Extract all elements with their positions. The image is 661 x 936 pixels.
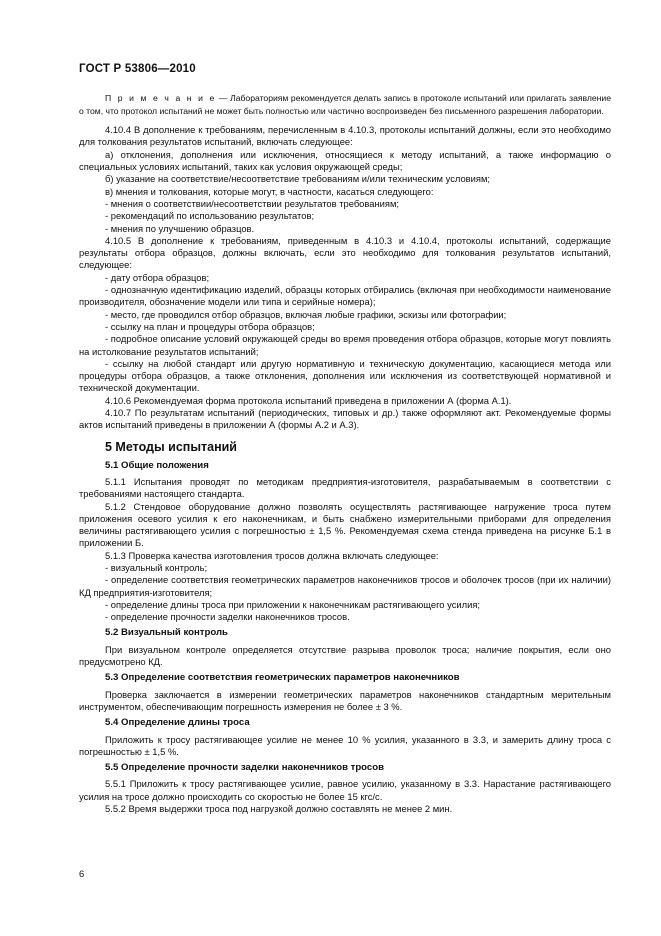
clause-4-10-4-a: а) отклонения, дополнения или исключения, относящиеся к методу испытаний, а также информацию о специальных условиях испытаний, таких как условия окружающей среды; — [79, 148, 611, 173]
note-paragraph — [79, 92, 611, 117]
clause-4-10-4: 4.10.4 В дополнение к требованиям, перечисленным в 4.10.3, протоколы испытаний должны, если это необходимо для толкования результатов испытаний, включать следующее: — [79, 124, 611, 148]
clause-5-5-1: 5.5.1 Приложить к тросу растягивающее усилие, равное усилию, указанному в 3.3. Нарастание растягивающего усилия на тросе должно происходить со скоростью не более 15 кгс/с. — [79, 778, 611, 802]
clause-4-10-7: 4.10.7 По результатам испытаний (периодических, типовых и др.) также оформляют акт. Рекомендуемые формы актов испытаний приведены в приложении А (формы А.2 и А.3). — [79, 407, 611, 431]
section-5-4-heading: 5.4 Определение длины троса — [105, 717, 250, 729]
section-5-heading: 5 Методы испытаний — [105, 439, 237, 454]
clause-4-10-4-b: б) указание на соответствие/несоответствие требованиям и/или техническим условиям; — [105, 173, 491, 185]
section-5-4-text: Приложить к тросу растягивающее усилие не менее 10 % усилия, указанного в 3.3, и замерить длину троса с погрешностью ± 1,5 %. — [79, 733, 611, 757]
list-item: - визуальный контроль; — [105, 561, 208, 573]
section-5-3-text: Проверка заключается в измерении геометрических параметров наконечников стандартным мерительным инструментом, обеспечивающим погрешность измерения не более ± 3 %. — [79, 688, 611, 712]
clause-5-1-2: 5.1.2 Стендовое оборудование должно позволять осуществлять растягивающее нагружение троса путем приложения осевого усилия к его наконечникам, и быть снабжено измерительными приборами для определения величины растягивающего усилия с погрешностью ± 1,5 %. Рекомендуемая схема стенда приведена на рисунке Б.1 в приложении Б. — [79, 500, 611, 549]
section-5-2-heading: 5.2 Визуальный контроль — [105, 627, 228, 639]
document-body — [79, 92, 611, 815]
clause-4-10-5: 4.10.5 В дополнение к требованиям, приведенным в 4.10.3 и 4.10.4, протоколы испытаний, содержащие результаты отбора образцов, должны включать, если это необходимо для толкования результатов испытаний, следующее: — [79, 234, 611, 271]
list-item: - подробное описание условий окружающей среды во время проведения отбора образцов, которые могут повлиять на истолкование результатов испытаний; — [79, 333, 611, 357]
list-item: - дату отбора образцов; — [105, 271, 210, 283]
list-item: - определение длины троса при приложении к наконечникам растягивающего усилия; — [105, 598, 481, 610]
section-5-5-heading: 5.5 Определение прочности заделки наконечников тросов — [105, 762, 385, 774]
list-item: - ссылку на план и процедуры отбора образцов; — [105, 320, 315, 332]
note-label: П р и м е ч а н и е — [105, 93, 217, 103]
section-5-1-heading: 5.1 Общие положения — [105, 459, 209, 471]
page-number: 6 — [79, 868, 85, 879]
clause-4-10-4-v: в) мнения и толкования, которые могут, в частности, касаться следующего: — [105, 185, 434, 197]
list-item: - определение прочности заделки наконечников тросов. — [105, 611, 350, 623]
clause-4-10-6: 4.10.6 Рекомендуемая форма протокола испытаний приведена в приложении А (форма А.1). — [105, 394, 512, 406]
list-item: - рекомендаций по использованию результатов; — [105, 210, 315, 222]
section-5-2-text: При визуальном контроле определяется отсутствие разрыва проволок троса; наличие покрытия, если оно предусмотрено КД. — [79, 643, 611, 668]
clause-5-1-1: 5.1.1 Испытания проводят по методикам предприятия-изготовителя, разрабатываемым в соответствии с требованиями настоящего стандарта. — [79, 475, 611, 500]
list-item: - определение соответствия геометрических параметров наконечников тросов и оболочек тросов (при их наличии) КД предприятия-изготовителя; — [79, 574, 611, 598]
clause-5-5-2: 5.5.2 Время выдержки троса под нагрузкой должно составлять не менее 2 мин. — [105, 803, 453, 815]
section-5-3-heading: 5.3 Определение соответствия геометрических параметров наконечников — [105, 672, 460, 684]
list-item: - ссылку на любой стандарт или другую нормативную и техническую документацию, касающиеся метода или процедуры отбора образцов, а также отклонения, дополнения или исключения из соответствующей нормативной и технической документации. — [79, 357, 611, 394]
clause-5-1-3: 5.1.3 Проверка качества изготовления тросов должна включать следующее: — [105, 549, 439, 561]
document-header: ГОСТ Р 53806—2010 — [79, 63, 196, 75]
list-item: - однозначную идентификацию изделий, образцы которых отбирались (включая при необходимости наименование производителя, обозначение модели или типа и серийные номера); — [79, 284, 611, 308]
list-item: - мнения о соответствии/несоответствии результатов требованиям; — [105, 197, 400, 209]
list-item: - место, где проводился отбор образцов, включая любые графики, эскизы или фотографии; — [105, 308, 507, 320]
list-item: - мнения по улучшению образцов. — [105, 222, 255, 234]
note-text: — Лабораториям рекомендуется делать запись в протоколе испытаний или прилагать заявление о том, что протокол испытаний не может быть полностью или частично воспроизведен без письменного разрешения лаборатории. — [79, 93, 611, 116]
